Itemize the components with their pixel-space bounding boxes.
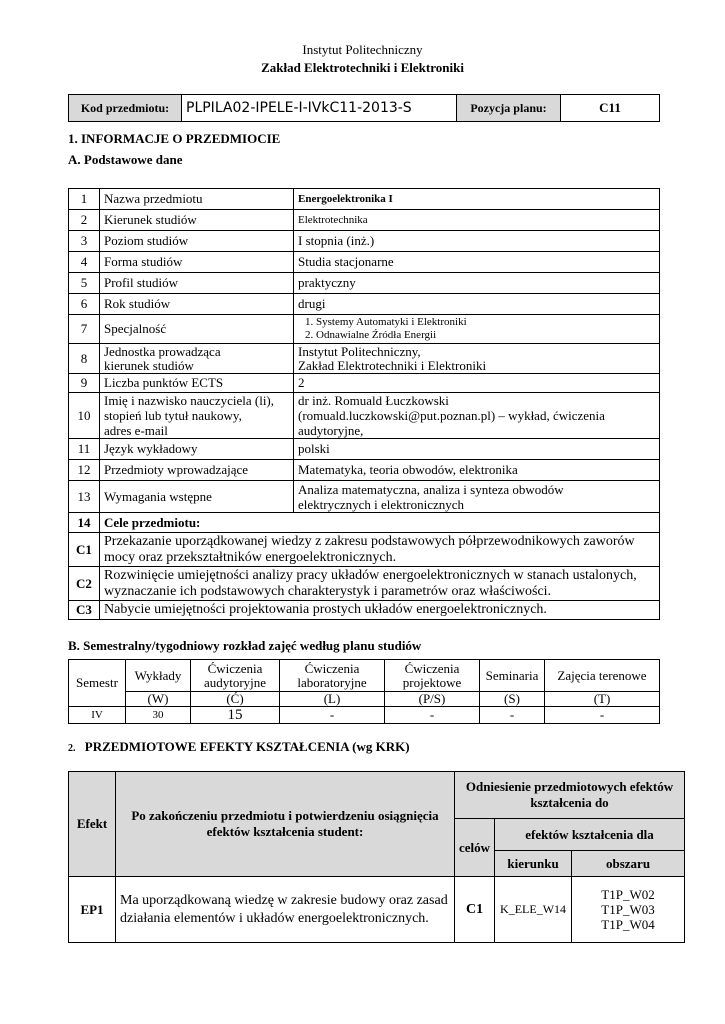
section2-title [68,739,410,755]
value-line: Analiza matematyczna, analiza i synteza obwodów [298,481,564,497]
column-abbr: (P/S) [385,692,480,707]
department-name: Zakład Elektrotechniki i Elektroniki [261,60,464,75]
table-row [69,189,660,210]
goal-text: Przekazanie uporządkowanej wiedzy z zakresu podstawowych półprzewodnikowych zaworów mocy oraz przekształtników energoelektronicznych. [100,533,660,567]
goal-code: C2 [69,567,100,601]
column-abbr: (L) [280,692,385,707]
table-row [69,273,660,294]
key-line: stopień lub tytuł naukowy, [104,408,242,423]
outcomes-subheader: efektów kształcenia dla [495,819,685,851]
row-number: 5 [69,273,100,294]
course-code-label: Kod przedmiotu: [69,95,182,122]
schedule-data-row [69,707,660,724]
column-header: Ćwiczenia audytoryjne [191,660,280,692]
column-abbr: (W) [126,692,191,707]
section2-number: 2. [68,743,76,754]
table-row [69,344,660,374]
key-line: kierunek studiów [104,357,194,373]
row-key: Rok studiów [100,294,294,315]
row-key: Forma studiów [100,252,294,273]
effect-code: EP1 [69,877,116,943]
row-key: Przedmioty wprowadzające [100,460,294,481]
row-value: polski [294,439,660,460]
effects-table [68,771,685,943]
effect-text: Ma uporządkowaną wiedzę w zakresie budowy oraz zasad działania elementów i układów energoelektronicznych. [116,877,455,943]
value-line: (romuald.luczkowski@put.poznan.pl) – wykład, ćwiczenia [298,408,605,423]
semester-header: Semestr [69,660,126,707]
kierunku-subheader: kierunku [495,851,572,877]
effect-kierunku: K_ELE_W14 [495,877,572,943]
key-line: Jednostka prowadząca [104,343,221,359]
plan-position-value: C11 [561,95,660,122]
table-row [69,460,660,481]
effect-header: Efekt [69,772,116,877]
table-row [69,439,660,460]
basic-data-table [68,188,660,620]
table-row [69,393,660,439]
hours-value: - [280,707,385,724]
goals-subheader: celów [455,819,495,877]
hours-value: - [480,707,545,724]
value-line: audytoryjne, [298,423,364,438]
obszaru-code: T1P_W02 [601,887,655,902]
goal-text: Nabycie umiejętności projektowania prostych układów energoelektronicznych. [100,601,660,620]
row-key [100,393,294,439]
goal-row [69,567,660,601]
row-value: drugi [294,294,660,315]
semester-value: IV [69,707,126,724]
course-code-value: PLPILA02-IPELE-I-IVkC11-2013-S [182,95,457,122]
institute-name: Instytut Politechniczny [302,42,423,57]
plan-position-label: Pozycja planu: [457,95,561,122]
goals-label: Cele przedmiotu: [100,513,660,533]
row-value: Studia stacjonarne [294,252,660,273]
table-row [69,315,660,344]
row-value: Matematyka, teoria obwodów, elektronika [294,460,660,481]
row-number: 10 [69,393,100,439]
table-row [69,231,660,252]
hours-value: - [385,707,480,724]
list-item: 2. Odnawialne Źródła Energii [316,329,655,342]
effect-obszaru [572,877,685,943]
table-row [69,374,660,393]
goal-row [69,533,660,567]
row-key: Liczba punktów ECTS [100,374,294,393]
row-number: 2 [69,210,100,231]
row-number: 9 [69,374,100,393]
description-header: Po zakończeniu przedmiotu i potwierdzeniu osiągnięcia efektów kształcenia student: [116,772,455,877]
row-number: 3 [69,231,100,252]
reference-header: Odniesienie przedmiotowych efektów kształcenia do [455,772,685,819]
hours-value: 15 [191,707,280,724]
table-row [69,294,660,315]
table-row [69,252,660,273]
row-value: I stopnia (inż.) [294,231,660,252]
goal-code: C3 [69,601,100,620]
column-abbr: (S) [480,692,545,707]
schedule-header-row [69,660,660,692]
effects-header-row [69,772,685,819]
section2-text: PRZEDMIOTOWE EFEKTY KSZTAŁCENIA (wg KRK) [84,739,410,754]
row-key: Nazwa przedmiotu [100,189,294,210]
specialization-list-cell [294,315,660,344]
row-number: 14 [69,513,100,533]
section1-subtitle: A. Podstawowe dane [68,152,183,167]
schedule-abbr-row [69,692,660,707]
value-line: dr inż. Romuald Łuczkowski [298,393,449,408]
row-key: Język wykładowy [100,439,294,460]
course-name-value: Energoelektronika I [294,189,660,210]
row-value: praktyczny [294,273,660,294]
effect-row [69,877,685,943]
course-code-table [68,94,660,122]
schedule-table [68,659,660,724]
hours-value: - [545,707,660,724]
row-value [294,393,660,439]
effect-goal: C1 [455,877,495,943]
specialization-list [298,316,655,342]
column-header: Ćwiczenia projektowe [385,660,480,692]
row-number: 6 [69,294,100,315]
row-key: Poziom studiów [100,231,294,252]
table-row [69,210,660,231]
schedule-title: B. Semestralny/tygodniowy rozkład zajęć według planu studiów [68,638,422,653]
obszaru-code: T1P_W03 [601,902,655,917]
row-key: Kierunek studiów [100,210,294,231]
value-line: Zakład Elektrotechniki i Elektroniki [298,357,487,373]
column-header: Ćwiczenia laboratoryjne [280,660,385,692]
row-value [294,481,660,513]
section1-title: 1. INFORMACJE O PRZEDMIOCIE [68,131,281,146]
value-line: elektrycznych i elektronicznych [298,496,465,512]
row-key: Wymagania wstępne [100,481,294,513]
row-number: 7 [69,315,100,344]
column-header: Wykłady [126,660,191,692]
row-key: Profil studiów [100,273,294,294]
row-key [100,344,294,374]
hours-value: 30 [126,707,191,724]
goals-header-row [69,513,660,533]
row-value: 2 [294,374,660,393]
row-number: 13 [69,481,100,513]
row-number: 12 [69,460,100,481]
goal-row [69,601,660,620]
key-line: adres e-mail [104,423,168,438]
column-header: Zajęcia terenowe [545,660,660,692]
row-value: Elektrotechnika [294,210,660,231]
obszaru-code: T1P_W04 [601,917,655,932]
list-item: 1. Systemy Automatyki i Elektroniki [316,316,655,329]
obszaru-subheader: obszaru [572,851,685,877]
goal-code: C1 [69,533,100,567]
column-header: Seminaria [480,660,545,692]
column-abbr: (T) [545,692,660,707]
goal-text: Rozwinięcie umiejętności analizy pracy układów energoelektronicznych w stanach ustalonych, wyznaczanie ich podstawowych charakterystyk i parametrów oraz właściwości. [100,567,660,601]
row-number: 11 [69,439,100,460]
column-abbr: (Ć) [191,692,280,707]
row-key: Specjalność [100,315,294,344]
row-number: 4 [69,252,100,273]
value-line: Instytut Politechniczny, [298,343,421,359]
row-number: 1 [69,189,100,210]
row-number: 8 [69,344,100,374]
row-value [294,344,660,374]
key-line: Imię i nazwisko nauczyciela (li), [104,393,275,408]
table-row [69,481,660,513]
